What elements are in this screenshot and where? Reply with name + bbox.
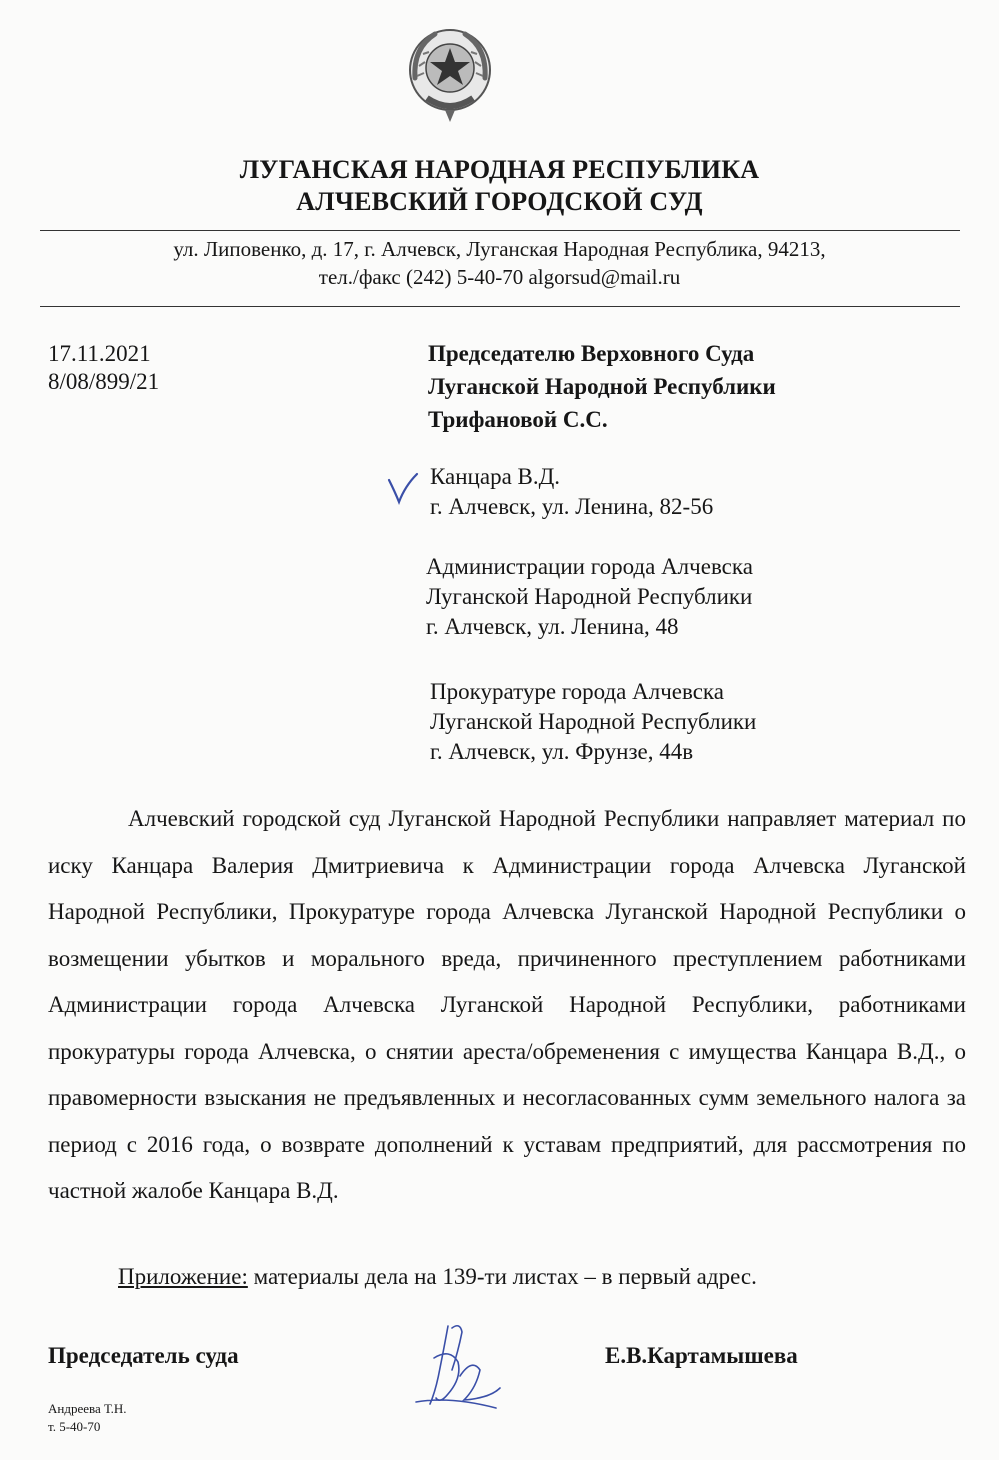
signer-name: Е.В.Картамышева [605,1343,798,1368]
header-divider-top [40,230,960,231]
court-name-title: АЛЧЕВСКИЙ ГОРОДСКОЙ СУД [296,187,703,216]
court-region-title: ЛУГАНСКАЯ НАРОДНАЯ РЕСПУБЛИКА [239,155,760,184]
recipient-kantsara [430,462,713,522]
recipient-line: г. Алчевск, ул. Ленина, 48 [426,614,679,639]
recipient-line: Луганской Народной Республики [430,709,757,734]
recipient-line: Луганской Народной Республики [426,584,753,609]
recipient-prosecutor [430,677,756,767]
attachment-text: материалы дела на 139-ти листах – в первый адрес. [247,1264,757,1289]
addressee-block [428,337,776,436]
handwritten-signature [400,1318,510,1414]
state-emblem-icon [405,18,495,128]
letter-body: Алчевский городской суд Луганской Народной Республики направляет материал по иску Канцара Валерия Дмитриевича к Администрации города Алчевска Луганской Народной Республики, Прокуратуре города Алчевска Луганской Народной Республики о возмещении убытков и морального вреда, причиненного преступлением работниками Администрации города Алчевска Луганской Народной Республики, работниками прокуратуры города Алчевска, о снятии ареста/обременения с имущества Канцара В.Д., о правомерности взыскания не предъявленных и несогласованных сумм земельного налога за период с 2016 года, о возврате дополнений к уставам предприятий, для рассмотрения по частной жалобе Канцара В.Д. [48,806,966,1203]
addressee-line: Председателю Верховного Суда [428,341,755,366]
recipient-line: Администрации города Алчевска [426,554,753,579]
document-date: 17.11.2021 [48,341,151,366]
recipient-line: г. Алчевск, ул. Ленина, 82-56 [430,494,714,519]
court-address: ул. Липовенко, д. 17, г. Алчевск, Луганская Народная Республика, 94213, [173,237,826,261]
signer-position: Председатель суда [48,1343,239,1368]
checkmark-icon [385,470,421,506]
recipient-line: Прокуратуре города Алчевска [430,679,724,704]
executor-name: Андреева Т.Н. [48,1401,127,1416]
executor-phone: т. 5-40-70 [48,1419,101,1434]
court-contacts: тел./факс (242) 5-40-70 algorsud@mail.ru [318,265,681,289]
recipient-line: Канцара В.Д. [430,464,561,489]
header-divider-bottom [40,306,960,307]
recipient-line: г. Алчевск, ул. Фрунзе, 44в [430,739,694,764]
attachment-label: Приложение: [118,1264,248,1289]
recipient-administration [426,552,753,642]
document-number: 8/08/899/21 [48,369,160,394]
attachment-note [118,1262,757,1292]
addressee-line: Луганской Народной Республики [428,374,776,399]
addressee-line: Трифановой С.С. [428,407,608,432]
